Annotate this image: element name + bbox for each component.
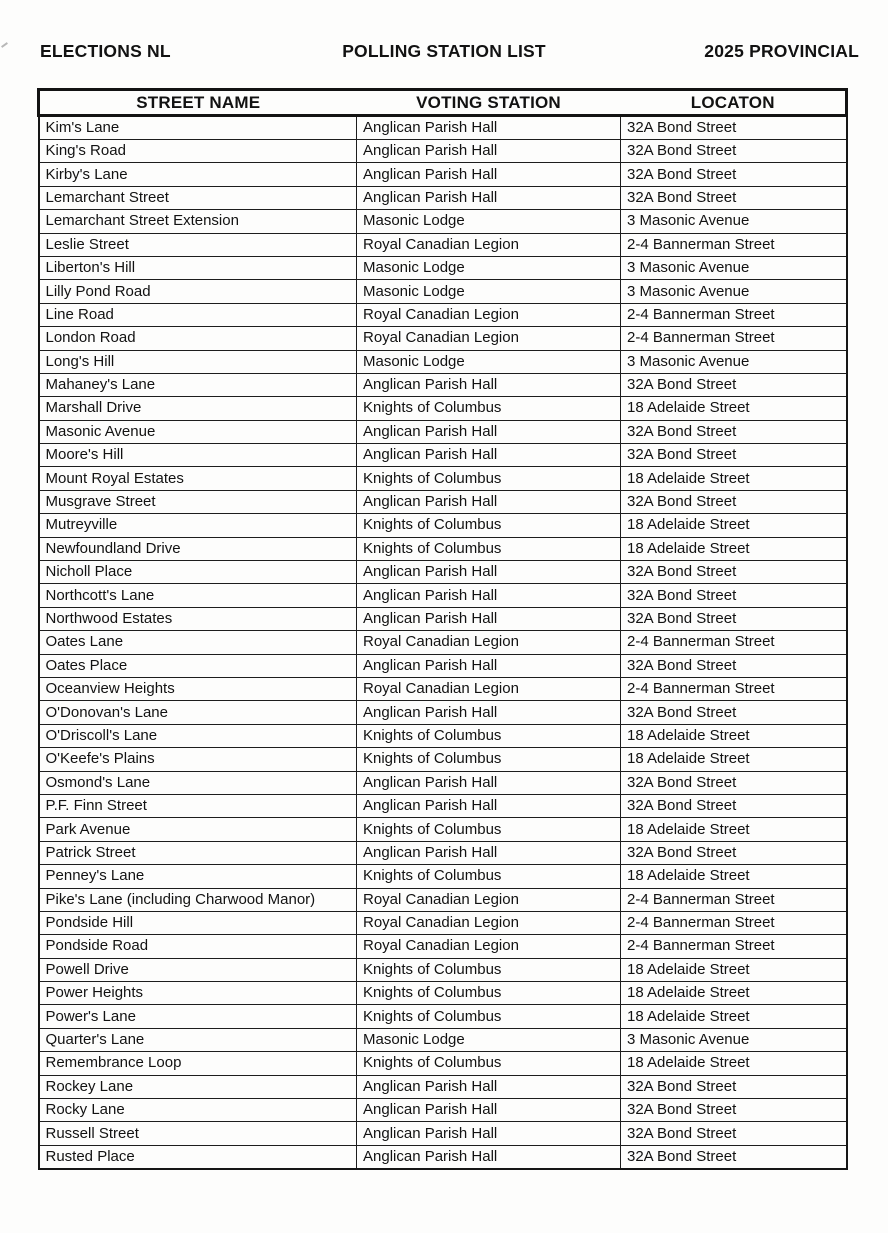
table-row [39,210,847,233]
location-cell: 2-4 Bannerman Street [621,677,847,700]
table-row [39,1005,847,1028]
location-cell: 18 Adelaide Street [621,514,847,537]
street-name-cell: O'Donovan's Lane [39,701,357,724]
street-name-cell: Long's Hill [39,350,357,373]
location-cell: 18 Adelaide Street [621,982,847,1005]
table-row [39,724,847,747]
location-cell: 32A Bond Street [621,794,847,817]
street-name-cell: Kirby's Lane [39,163,357,186]
location-cell: 32A Bond Street [621,1099,847,1122]
table-row [39,701,847,724]
location-cell: 32A Bond Street [621,186,847,209]
street-name-cell: O'Driscoll's Lane [39,724,357,747]
street-name-cell: Osmond's Lane [39,771,357,794]
location-cell: 18 Adelaide Street [621,1052,847,1075]
street-name-cell: Quarter's Lane [39,1028,357,1051]
location-cell: 18 Adelaide Street [621,537,847,560]
street-name-cell: Penney's Lane [39,865,357,888]
table-row [39,982,847,1005]
street-name-cell: Liberton's Hill [39,256,357,279]
location-cell: 18 Adelaide Street [621,865,847,888]
polling-station-table [37,88,848,1170]
location-cell: 2-4 Bannerman Street [621,303,847,326]
table-row [39,841,847,864]
voting-station-cell: Knights of Columbus [357,748,621,771]
table-row [39,1052,847,1075]
street-name-cell: Musgrave Street [39,490,357,513]
voting-station-cell: Knights of Columbus [357,1005,621,1028]
location-cell: 18 Adelaide Street [621,397,847,420]
voting-station-cell: Royal Canadian Legion [357,327,621,350]
voting-station-cell: Anglican Parish Hall [357,654,621,677]
voting-station-cell: Anglican Parish Hall [357,1145,621,1169]
street-name-cell: Oceanview Heights [39,677,357,700]
location-cell: 2-4 Bannerman Street [621,935,847,958]
street-name-cell: Power's Lane [39,1005,357,1028]
street-name-cell: Kim's Lane [39,116,357,140]
voting-station-cell: Knights of Columbus [357,397,621,420]
street-name-cell: Oates Lane [39,631,357,654]
location-cell: 32A Bond Street [621,116,847,140]
location-cell: 32A Bond Street [621,163,847,186]
location-cell: 32A Bond Street [621,771,847,794]
location-cell: 32A Bond Street [621,373,847,396]
voting-station-cell: Anglican Parish Hall [357,607,621,630]
voting-station-cell: Royal Canadian Legion [357,935,621,958]
col-header-voting-station: VOTING STATION [416,93,561,112]
voting-station-cell: Knights of Columbus [357,865,621,888]
location-cell: 2-4 Bannerman Street [621,631,847,654]
street-name-cell: Marshall Drive [39,397,357,420]
location-cell: 32A Bond Street [621,701,847,724]
table-row [39,958,847,981]
table-row [39,631,847,654]
street-name-cell: Line Road [39,303,357,326]
document-header [0,0,888,88]
street-name-cell: Moore's Hill [39,444,357,467]
voting-station-cell: Masonic Lodge [357,280,621,303]
voting-station-cell: Knights of Columbus [357,958,621,981]
page-title: POLLING STATION LIST [342,41,546,61]
voting-station-cell: Anglican Parish Hall [357,561,621,584]
voting-station-cell: Anglican Parish Hall [357,771,621,794]
street-name-cell: Lilly Pond Road [39,280,357,303]
location-cell: 2-4 Bannerman Street [621,888,847,911]
voting-station-cell: Anglican Parish Hall [357,163,621,186]
location-cell: 18 Adelaide Street [621,467,847,490]
table-row [39,116,847,140]
location-cell: 2-4 Bannerman Street [621,233,847,256]
voting-station-cell: Anglican Parish Hall [357,444,621,467]
voting-station-cell: Anglican Parish Hall [357,116,621,140]
voting-station-cell: Knights of Columbus [357,514,621,537]
table-row [39,420,847,443]
voting-station-cell: Anglican Parish Hall [357,420,621,443]
street-name-cell: Newfoundland Drive [39,537,357,560]
street-name-cell: P.F. Finn Street [39,794,357,817]
table-row [39,186,847,209]
location-cell: 3 Masonic Avenue [621,350,847,373]
location-cell: 18 Adelaide Street [621,748,847,771]
location-cell: 32A Bond Street [621,490,847,513]
location-cell: 18 Adelaide Street [621,958,847,981]
location-cell: 18 Adelaide Street [621,1005,847,1028]
voting-station-cell: Royal Canadian Legion [357,631,621,654]
street-name-cell: Oates Place [39,654,357,677]
voting-station-cell: Masonic Lodge [357,1028,621,1051]
table-row [39,818,847,841]
location-cell: 32A Bond Street [621,1145,847,1169]
voting-station-cell: Masonic Lodge [357,210,621,233]
voting-station-cell: Knights of Columbus [357,724,621,747]
table-header-row [39,90,847,116]
street-name-cell: Rusted Place [39,1145,357,1169]
col-header-location: LOCATON [690,93,775,112]
table-row [39,537,847,560]
location-cell: 3 Masonic Avenue [621,280,847,303]
voting-station-cell: Knights of Columbus [357,467,621,490]
table-row [39,163,847,186]
location-cell: 3 Masonic Avenue [621,1028,847,1051]
table-row [39,1122,847,1145]
voting-station-cell: Anglican Parish Hall [357,490,621,513]
location-cell: 2-4 Bannerman Street [621,911,847,934]
voting-station-cell: Royal Canadian Legion [357,677,621,700]
table-row [39,350,847,373]
voting-station-cell: Anglican Parish Hall [357,841,621,864]
voting-station-cell: Royal Canadian Legion [357,303,621,326]
location-cell: 2-4 Bannerman Street [621,327,847,350]
table-row [39,1099,847,1122]
table-row [39,256,847,279]
location-cell: 32A Bond Street [621,140,847,163]
table-row [39,233,847,256]
street-name-cell: Park Avenue [39,818,357,841]
table-row [39,677,847,700]
table-row [39,607,847,630]
voting-station-cell: Masonic Lodge [357,256,621,279]
street-name-cell: London Road [39,327,357,350]
voting-station-cell: Royal Canadian Legion [357,233,621,256]
table-row [39,140,847,163]
location-cell: 18 Adelaide Street [621,724,847,747]
table-row [39,280,847,303]
street-name-cell: Pondside Road [39,935,357,958]
table-row [39,654,847,677]
street-name-cell: Mount Royal Estates [39,467,357,490]
voting-station-cell: Knights of Columbus [357,818,621,841]
location-cell: 32A Bond Street [621,654,847,677]
voting-station-cell: Royal Canadian Legion [357,911,621,934]
street-name-cell: Patrick Street [39,841,357,864]
street-name-cell: Leslie Street [39,233,357,256]
table-row [39,1145,847,1169]
location-cell: 32A Bond Street [621,584,847,607]
location-cell: 32A Bond Street [621,841,847,864]
street-name-cell: Lemarchant Street Extension [39,210,357,233]
table-row [39,303,847,326]
street-name-cell: Remembrance Loop [39,1052,357,1075]
voting-station-cell: Royal Canadian Legion [357,888,621,911]
location-cell: 3 Masonic Avenue [621,210,847,233]
voting-station-cell: Anglican Parish Hall [357,1099,621,1122]
location-cell: 3 Masonic Avenue [621,256,847,279]
table-row [39,935,847,958]
street-name-cell: Mutreyville [39,514,357,537]
org-name: ELECTIONS NL [40,41,171,61]
voting-station-cell: Anglican Parish Hall [357,186,621,209]
voting-station-cell: Anglican Parish Hall [357,701,621,724]
voting-station-cell: Anglican Parish Hall [357,794,621,817]
street-name-cell: Masonic Avenue [39,420,357,443]
street-name-cell: Northcott's Lane [39,584,357,607]
table-row [39,561,847,584]
street-name-cell: Russell Street [39,1122,357,1145]
voting-station-cell: Anglican Parish Hall [357,584,621,607]
voting-station-cell: Anglican Parish Hall [357,140,621,163]
street-name-cell: Power Heights [39,982,357,1005]
table-row [39,397,847,420]
street-name-cell: Pondside Hill [39,911,357,934]
location-cell: 32A Bond Street [621,561,847,584]
table-row [39,771,847,794]
table-row [39,794,847,817]
street-name-cell: Rockey Lane [39,1075,357,1098]
table-row [39,584,847,607]
col-header-street-name: STREET NAME [136,93,261,112]
street-name-cell: Powell Drive [39,958,357,981]
street-name-cell: Nicholl Place [39,561,357,584]
table-row [39,748,847,771]
table-row [39,490,847,513]
table-row [39,327,847,350]
table-row [39,444,847,467]
street-name-cell: Rocky Lane [39,1099,357,1122]
street-name-cell: Lemarchant Street [39,186,357,209]
street-name-cell: King's Road [39,140,357,163]
table-row [39,888,847,911]
table-row [39,467,847,490]
location-cell: 32A Bond Street [621,444,847,467]
location-cell: 18 Adelaide Street [621,818,847,841]
edition-label: 2025 PROVINCIAL [704,41,859,61]
table-row [39,911,847,934]
street-name-cell: Mahaney's Lane [39,373,357,396]
voting-station-cell: Anglican Parish Hall [357,373,621,396]
voting-station-cell: Knights of Columbus [357,537,621,560]
voting-station-cell: Anglican Parish Hall [357,1075,621,1098]
street-name-cell: Northwood Estates [39,607,357,630]
street-name-cell: Pike's Lane (including Charwood Manor) [39,888,357,911]
table-row [39,1028,847,1051]
location-cell: 32A Bond Street [621,1075,847,1098]
table-row [39,373,847,396]
street-name-cell: O'Keefe's Plains [39,748,357,771]
voting-station-cell: Knights of Columbus [357,982,621,1005]
table-row [39,865,847,888]
voting-station-cell: Knights of Columbus [357,1052,621,1075]
location-cell: 32A Bond Street [621,1122,847,1145]
voting-station-cell: Anglican Parish Hall [357,1122,621,1145]
table-row [39,1075,847,1098]
voting-station-cell: Masonic Lodge [357,350,621,373]
location-cell: 32A Bond Street [621,420,847,443]
table-row [39,514,847,537]
location-cell: 32A Bond Street [621,607,847,630]
